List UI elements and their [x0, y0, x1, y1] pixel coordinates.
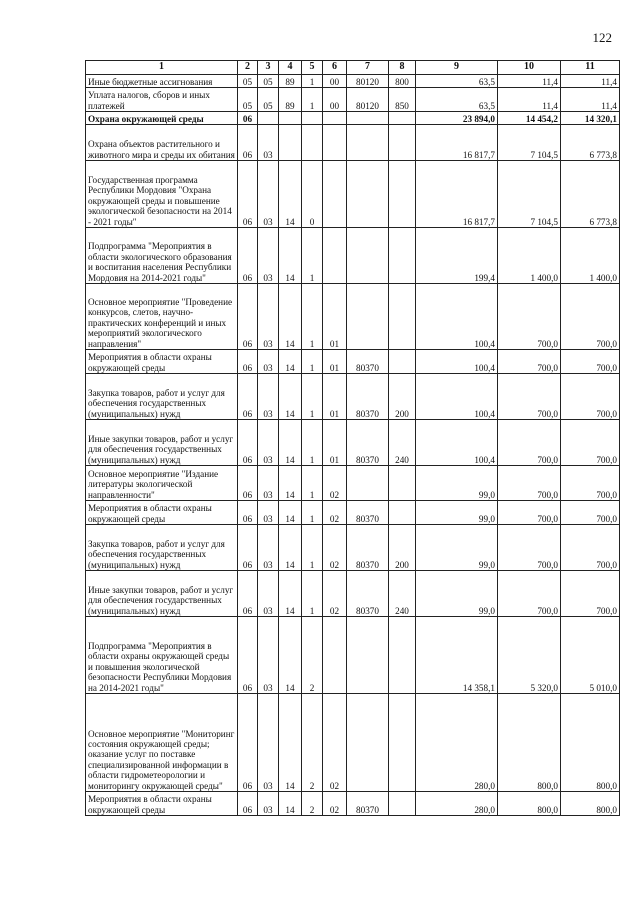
code-cell: 80120 [347, 88, 389, 112]
amount-cell: 99,0 [416, 525, 498, 571]
code-cell [258, 112, 279, 125]
code-cell: 00 [323, 88, 347, 112]
code-cell [347, 466, 389, 501]
code-cell: 02 [323, 694, 347, 792]
code-cell [389, 694, 416, 792]
code-cell: 14 [279, 694, 302, 792]
amount-cell: 100,4 [416, 284, 498, 350]
amount-cell: 7 104,5 [498, 125, 561, 161]
amount-cell: 14 358,1 [416, 617, 498, 694]
table-row [86, 420, 620, 466]
header-row [86, 61, 620, 75]
amount-cell: 700,0 [498, 466, 561, 501]
code-cell [347, 228, 389, 284]
row-name-cell: Охрана окружающей среды [86, 112, 238, 125]
amount-cell: 700,0 [561, 420, 620, 466]
table-row [86, 501, 620, 525]
code-cell [347, 161, 389, 228]
amount-cell: 23 894,0 [416, 112, 498, 125]
budget-table [85, 60, 620, 816]
table-row [86, 571, 620, 617]
code-cell: 14 [279, 420, 302, 466]
amount-cell: 100,4 [416, 420, 498, 466]
code-cell: 14 [279, 161, 302, 228]
page-number: 122 [592, 30, 612, 45]
code-cell [347, 284, 389, 350]
amount-cell: 280,0 [416, 792, 498, 816]
code-cell: 14 [279, 501, 302, 525]
row-name-cell: Закупка товаров, работ и услуг для обеспечения государственных (муниципальных) нужд [86, 374, 238, 420]
code-cell [279, 112, 302, 125]
amount-cell: 700,0 [498, 525, 561, 571]
amount-cell: 700,0 [561, 571, 620, 617]
column-header: 8 [389, 61, 416, 75]
amount-cell: 1 400,0 [561, 228, 620, 284]
amount-cell: 700,0 [498, 350, 561, 374]
table-row [86, 228, 620, 284]
code-cell: 1 [302, 75, 323, 88]
amount-cell: 16 817,7 [416, 161, 498, 228]
amount-cell: 63,5 [416, 75, 498, 88]
table-row [86, 374, 620, 420]
code-cell: 14 [279, 525, 302, 571]
code-cell: 03 [258, 571, 279, 617]
amount-cell: 5 010,0 [561, 617, 620, 694]
code-cell [389, 112, 416, 125]
code-cell [323, 617, 347, 694]
row-name-cell: Мероприятия в области охраны окружающей среды [86, 792, 238, 816]
row-name-cell: Основное мероприятие "Мониторинг состояния окружающей среды; оказание услуг по поставке специализированной информации в области гидрометеорологии и мониторингу окружающей среды" [86, 694, 238, 792]
code-cell: 03 [258, 161, 279, 228]
amount-cell: 99,0 [416, 466, 498, 501]
code-cell [323, 125, 347, 161]
row-name-cell: Охрана объектов растительного и животного мира и среды их обитания [86, 125, 238, 161]
code-cell: 80370 [347, 792, 389, 816]
column-header: 7 [347, 61, 389, 75]
amount-cell: 99,0 [416, 571, 498, 617]
code-cell [347, 617, 389, 694]
code-cell: 02 [323, 525, 347, 571]
code-cell [347, 694, 389, 792]
table-row [86, 284, 620, 350]
row-name-cell: Иные закупки товаров, работ и услуг для обеспечения государственных (муниципальных) нужд [86, 420, 238, 466]
code-cell: 03 [258, 228, 279, 284]
code-cell: 200 [389, 374, 416, 420]
code-cell: 02 [323, 571, 347, 617]
code-cell: 80370 [347, 420, 389, 466]
code-cell: 14 [279, 571, 302, 617]
code-cell: 03 [258, 525, 279, 571]
amount-cell: 700,0 [561, 350, 620, 374]
amount-cell: 11,4 [561, 75, 620, 88]
row-name-cell: Мероприятия в области охраны окружающей среды [86, 350, 238, 374]
amount-cell: 14 454,2 [498, 112, 561, 125]
amount-cell: 700,0 [498, 571, 561, 617]
code-cell: 06 [238, 617, 258, 694]
code-cell: 03 [258, 284, 279, 350]
column-header: 11 [561, 61, 620, 75]
code-cell: 1 [302, 88, 323, 112]
code-cell: 1 [302, 350, 323, 374]
table-row [86, 88, 620, 112]
code-cell: 05 [238, 88, 258, 112]
code-cell [302, 112, 323, 125]
table-row [86, 161, 620, 228]
code-cell: 03 [258, 792, 279, 816]
amount-cell: 5 320,0 [498, 617, 561, 694]
code-cell: 01 [323, 420, 347, 466]
code-cell: 1 [302, 525, 323, 571]
table-row [86, 75, 620, 88]
code-cell [389, 284, 416, 350]
code-cell: 2 [302, 694, 323, 792]
code-cell: 89 [279, 88, 302, 112]
code-cell: 1 [302, 466, 323, 501]
code-cell: 06 [238, 125, 258, 161]
code-cell: 14 [279, 792, 302, 816]
row-name-cell: Иные бюджетные ассигнования [86, 75, 238, 88]
code-cell: 06 [238, 792, 258, 816]
row-name-cell: Государственная программа Республики Мордовия "Охрана окружающей среды и повышение экологической безопасности на 2014 - 2021 годы" [86, 161, 238, 228]
code-cell: 03 [258, 501, 279, 525]
code-cell: 1 [302, 501, 323, 525]
code-cell: 06 [238, 420, 258, 466]
table-row [86, 792, 620, 816]
code-cell: 80370 [347, 374, 389, 420]
code-cell [279, 125, 302, 161]
code-cell: 05 [238, 75, 258, 88]
code-cell: 03 [258, 125, 279, 161]
amount-cell: 7 104,5 [498, 161, 561, 228]
code-cell: 800 [389, 75, 416, 88]
amount-cell: 16 817,7 [416, 125, 498, 161]
code-cell: 06 [238, 350, 258, 374]
code-cell: 80370 [347, 525, 389, 571]
amount-cell: 700,0 [498, 420, 561, 466]
column-header: 10 [498, 61, 561, 75]
amount-cell: 63,5 [416, 88, 498, 112]
code-cell: 02 [323, 501, 347, 525]
code-cell: 06 [238, 112, 258, 125]
row-name-cell: Иные закупки товаров, работ и услуг для обеспечения государственных (муниципальных) нужд [86, 571, 238, 617]
code-cell: 14 [279, 466, 302, 501]
code-cell: 89 [279, 75, 302, 88]
code-cell: 14 [279, 284, 302, 350]
table-row [86, 466, 620, 501]
amount-cell: 700,0 [498, 284, 561, 350]
code-cell: 80370 [347, 350, 389, 374]
code-cell [347, 125, 389, 161]
code-cell [389, 792, 416, 816]
table-row [86, 112, 620, 125]
amount-cell: 100,4 [416, 350, 498, 374]
amount-cell: 700,0 [561, 525, 620, 571]
code-cell: 06 [238, 374, 258, 420]
table-body [86, 75, 620, 816]
row-name-cell: Основное мероприятие "Проведение конкурсов, слетов, научно-практических конференций и иных мероприятий экологического направления" [86, 284, 238, 350]
code-cell [302, 125, 323, 161]
amount-cell: 700,0 [561, 374, 620, 420]
code-cell: 03 [258, 420, 279, 466]
row-name-cell: Уплата налогов, сборов и иных платежей [86, 88, 238, 112]
column-header: 4 [279, 61, 302, 75]
column-header: 1 [86, 61, 238, 75]
amount-cell: 280,0 [416, 694, 498, 792]
amount-cell: 700,0 [561, 284, 620, 350]
amount-cell: 199,4 [416, 228, 498, 284]
code-cell: 2 [302, 792, 323, 816]
code-cell: 02 [323, 466, 347, 501]
code-cell [323, 228, 347, 284]
row-name-cell: Подпрограмма "Мероприятия в области экологического образования и воспитания населения Республики Мордовия на 2014-2021 годы" [86, 228, 238, 284]
code-cell: 01 [323, 350, 347, 374]
amount-cell: 6 773,8 [561, 125, 620, 161]
amount-cell: 800,0 [498, 792, 561, 816]
code-cell: 14 [279, 617, 302, 694]
code-cell: 06 [238, 694, 258, 792]
code-cell: 06 [238, 571, 258, 617]
code-cell: 02 [323, 792, 347, 816]
column-header: 9 [416, 61, 498, 75]
amount-cell: 11,4 [561, 88, 620, 112]
table-row [86, 350, 620, 374]
code-cell: 1 [302, 284, 323, 350]
amount-cell: 700,0 [498, 374, 561, 420]
code-cell: 03 [258, 617, 279, 694]
code-cell: 80370 [347, 571, 389, 617]
code-cell: 240 [389, 571, 416, 617]
amount-cell: 14 320,1 [561, 112, 620, 125]
code-cell [389, 161, 416, 228]
code-cell: 03 [258, 694, 279, 792]
amount-cell: 800,0 [561, 694, 620, 792]
code-cell: 01 [323, 284, 347, 350]
code-cell: 1 [302, 228, 323, 284]
code-cell: 14 [279, 374, 302, 420]
column-header: 5 [302, 61, 323, 75]
code-cell [389, 125, 416, 161]
code-cell: 0 [302, 161, 323, 228]
code-cell: 06 [238, 501, 258, 525]
code-cell [323, 161, 347, 228]
code-cell: 03 [258, 374, 279, 420]
table-row [86, 525, 620, 571]
amount-cell: 700,0 [498, 501, 561, 525]
code-cell: 06 [238, 284, 258, 350]
row-name-cell: Закупка товаров, работ и услуг для обеспечения государственных (муниципальных) нужд [86, 525, 238, 571]
amount-cell: 800,0 [561, 792, 620, 816]
code-cell: 05 [258, 88, 279, 112]
amount-cell: 700,0 [561, 466, 620, 501]
amount-cell: 99,0 [416, 501, 498, 525]
code-cell: 80120 [347, 75, 389, 88]
code-cell: 200 [389, 525, 416, 571]
code-cell: 06 [238, 228, 258, 284]
code-cell: 06 [238, 466, 258, 501]
code-cell [389, 350, 416, 374]
code-cell: 05 [258, 75, 279, 88]
code-cell: 240 [389, 420, 416, 466]
code-cell: 80370 [347, 501, 389, 525]
code-cell: 01 [323, 374, 347, 420]
amount-cell: 11,4 [498, 88, 561, 112]
code-cell: 06 [238, 525, 258, 571]
column-header: 6 [323, 61, 347, 75]
table-row [86, 125, 620, 161]
amount-cell: 700,0 [561, 501, 620, 525]
code-cell: 850 [389, 88, 416, 112]
column-header: 3 [258, 61, 279, 75]
code-cell: 1 [302, 420, 323, 466]
code-cell: 03 [258, 350, 279, 374]
code-cell: 06 [238, 161, 258, 228]
code-cell [323, 112, 347, 125]
code-cell: 1 [302, 571, 323, 617]
column-header: 2 [238, 61, 258, 75]
code-cell [389, 501, 416, 525]
amount-cell: 6 773,8 [561, 161, 620, 228]
code-cell [389, 228, 416, 284]
code-cell: 2 [302, 617, 323, 694]
code-cell: 1 [302, 374, 323, 420]
amount-cell: 1 400,0 [498, 228, 561, 284]
row-name-cell: Подпрограмма "Мероприятия в области охраны окружающей среды и повышения экологической безопасности Республики Мордовия на 2014-2021 годы" [86, 617, 238, 694]
table-row [86, 617, 620, 694]
code-cell [389, 466, 416, 501]
table-row [86, 694, 620, 792]
row-name-cell: Мероприятия в области охраны окружающей среды [86, 501, 238, 525]
amount-cell: 100,4 [416, 374, 498, 420]
code-cell: 03 [258, 466, 279, 501]
code-cell [347, 112, 389, 125]
amount-cell: 800,0 [498, 694, 561, 792]
code-cell: 00 [323, 75, 347, 88]
amount-cell: 11,4 [498, 75, 561, 88]
code-cell: 14 [279, 228, 302, 284]
code-cell: 14 [279, 350, 302, 374]
row-name-cell: Основное мероприятие "Издание литературы экологической направленности" [86, 466, 238, 501]
code-cell [389, 617, 416, 694]
